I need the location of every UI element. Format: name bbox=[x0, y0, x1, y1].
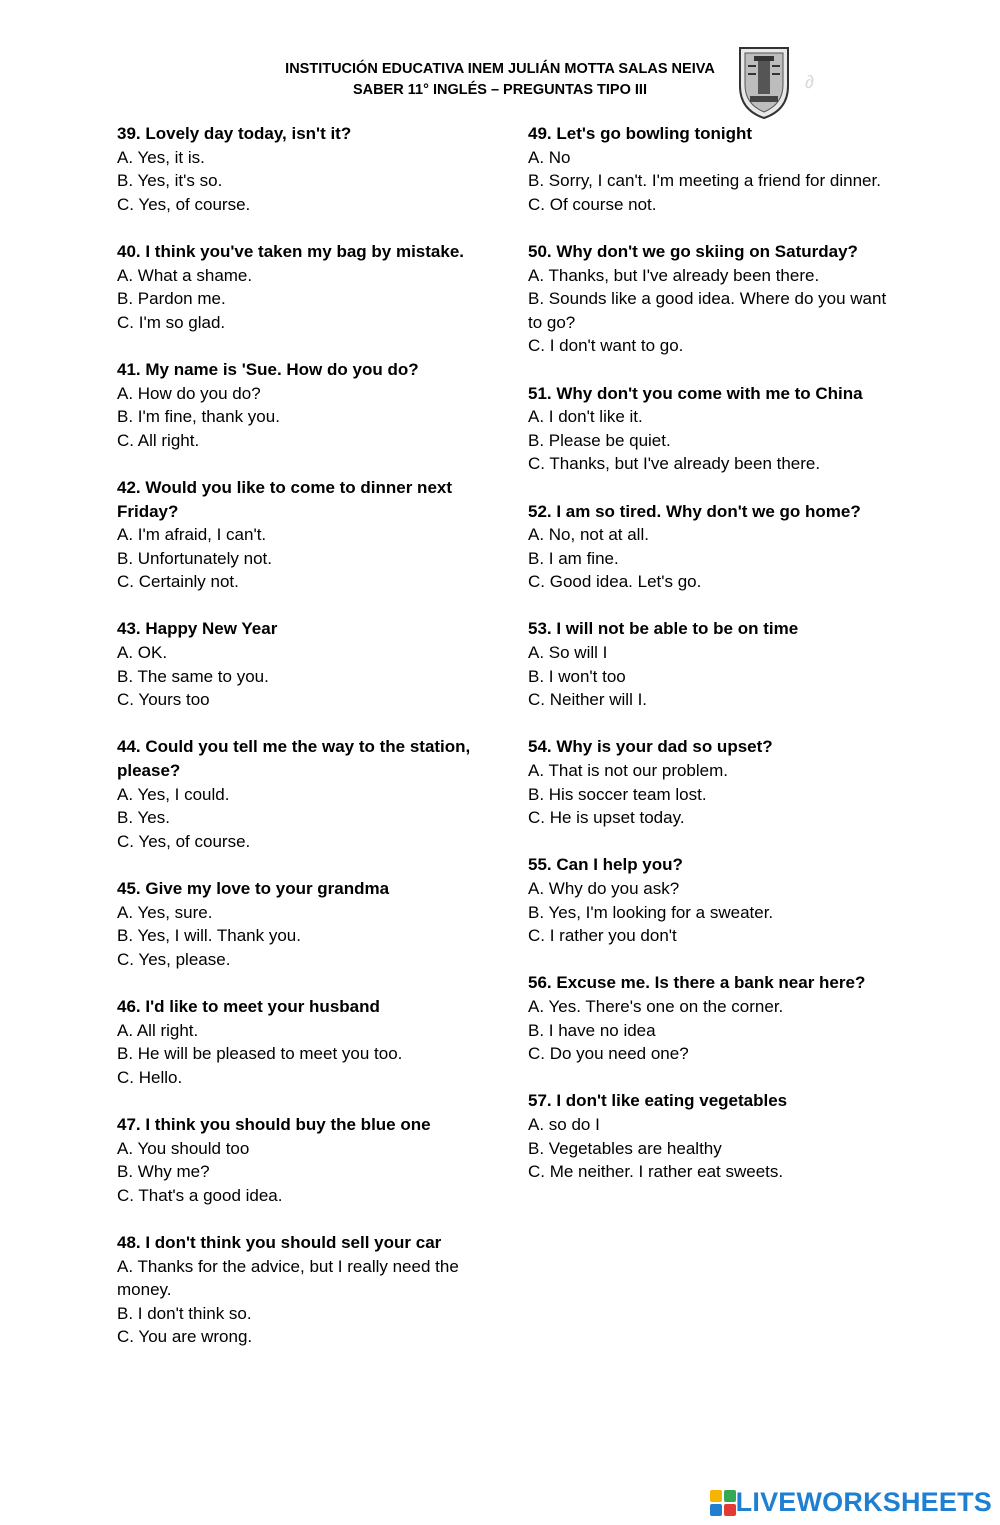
option-a: A. That is not our problem. bbox=[528, 761, 729, 781]
question-title: 56. Excuse me. Is there a bank near here? bbox=[528, 973, 866, 993]
option-b: B. Yes. bbox=[117, 808, 170, 828]
option-b: B. He will be pleased to meet you too. bbox=[117, 1044, 403, 1064]
question-title: 47. I think you should buy the blue one bbox=[117, 1114, 431, 1134]
option-a: A. Thanks for the advice, but I really need the money. bbox=[117, 1256, 459, 1300]
question-40 bbox=[117, 240, 487, 334]
questions-column-left bbox=[117, 122, 487, 1372]
school-crest-icon bbox=[736, 42, 792, 120]
option-b: B. I won't too bbox=[528, 666, 626, 686]
option-b: B. I have no idea bbox=[528, 1020, 656, 1040]
question-title: 41. My name is 'Sue. How do you do? bbox=[117, 359, 419, 379]
option-c: C. I don't want to go. bbox=[528, 336, 684, 356]
option-a: A. All right. bbox=[117, 1020, 199, 1040]
option-c: C. Of course not. bbox=[528, 194, 657, 214]
option-c: C. Certainly not. bbox=[117, 572, 239, 592]
liveworksheets-logo bbox=[710, 1487, 992, 1518]
option-c: C. Hello. bbox=[117, 1067, 183, 1087]
option-c: C. Do you need one? bbox=[528, 1044, 689, 1064]
question-39 bbox=[117, 122, 487, 216]
question-48 bbox=[117, 1231, 487, 1349]
question-41 bbox=[117, 358, 487, 452]
option-b: B. Unfortunately not. bbox=[117, 548, 272, 568]
option-c: C. Yours too bbox=[117, 690, 210, 710]
question-45 bbox=[117, 877, 487, 971]
option-a: A. I'm afraid, I can't. bbox=[117, 525, 267, 545]
option-b: B. The same to you. bbox=[117, 666, 269, 686]
question-title: 43. Happy New Year bbox=[117, 619, 278, 639]
option-a: A. Thanks, but I've already been there. bbox=[528, 265, 820, 285]
option-a: A. So will I bbox=[528, 643, 608, 663]
question-title: 49. Let's go bowling tonight bbox=[528, 124, 753, 143]
question-title: 48. I don't think you should sell your car bbox=[117, 1232, 442, 1252]
question-50 bbox=[528, 240, 900, 358]
question-43 bbox=[117, 617, 487, 711]
option-c: C. Yes, of course. bbox=[117, 831, 251, 851]
option-b: B. Sorry, I can't. I'm meeting a friend for dinner. bbox=[528, 171, 881, 191]
question-title: 52. I am so tired. Why don't we go home? bbox=[528, 501, 861, 521]
option-a: A. What a shame. bbox=[117, 265, 253, 285]
question-title: 55. Can I help you? bbox=[528, 855, 683, 875]
option-c: C. I'm so glad. bbox=[117, 312, 226, 332]
school-name: INSTITUCIÓN EDUCATIVA INEM JULIÁN MOTTA SALAS NEIVA bbox=[285, 61, 715, 77]
option-c: C. Me neither. I rather eat sweets. bbox=[528, 1162, 784, 1182]
question-title: 44. Could you tell me the way to the station, please? bbox=[117, 737, 471, 781]
option-a: A. You should too bbox=[117, 1138, 250, 1158]
question-title: 46. I'd like to meet your husband bbox=[117, 996, 380, 1016]
option-c: C. Yes, please. bbox=[117, 949, 231, 969]
option-c: C. That's a good idea. bbox=[117, 1185, 283, 1205]
option-c: C. All right. bbox=[117, 430, 200, 450]
option-a: A. How do you do? bbox=[117, 383, 261, 403]
option-b: B. Yes, it's so. bbox=[117, 171, 223, 191]
question-53 bbox=[528, 617, 900, 711]
question-47 bbox=[117, 1113, 487, 1207]
question-title: 57. I don't like eating vegetables bbox=[528, 1091, 788, 1111]
faint-mark: ∂ bbox=[805, 72, 814, 92]
question-56 bbox=[528, 971, 900, 1065]
option-a: A. OK. bbox=[117, 643, 168, 663]
option-c: C. Neither will I. bbox=[528, 690, 648, 710]
question-44 bbox=[117, 735, 487, 853]
question-57 bbox=[528, 1089, 900, 1183]
option-c: C. You are wrong. bbox=[117, 1327, 253, 1347]
question-49 bbox=[528, 122, 900, 216]
option-a: A. No, not at all. bbox=[528, 525, 649, 545]
option-c: C. Good idea. Let's go. bbox=[528, 572, 702, 592]
option-a: A. I don't like it. bbox=[528, 407, 643, 427]
question-55 bbox=[528, 853, 900, 947]
question-title: 51. Why don't you come with me to China bbox=[528, 383, 863, 403]
question-title: 45. Give my love to your grandma bbox=[117, 879, 390, 898]
option-c: C. I rather you don't bbox=[528, 926, 677, 946]
question-51 bbox=[528, 382, 900, 476]
question-title: 42. Would you like to come to dinner next Friday? bbox=[117, 477, 453, 521]
option-c: C. He is upset today. bbox=[528, 808, 685, 828]
option-b: B. Vegetables are healthy bbox=[528, 1138, 722, 1158]
option-a: A. No bbox=[528, 147, 571, 167]
option-b: B. I'm fine, thank you. bbox=[117, 407, 280, 427]
option-a: A. Yes, sure. bbox=[117, 902, 213, 922]
option-b: B. I don't think so. bbox=[117, 1303, 252, 1323]
liveworksheets-logo-text: LIVEWORKSHEETS bbox=[735, 1487, 992, 1517]
question-54 bbox=[528, 735, 900, 829]
question-title: 54. Why is your dad so upset? bbox=[528, 737, 773, 757]
option-a: A. Yes. There's one on the corner. bbox=[528, 996, 784, 1016]
option-c: C. Yes, of course. bbox=[117, 194, 251, 214]
question-46 bbox=[117, 995, 487, 1089]
question-42 bbox=[117, 476, 487, 594]
question-title: 40. I think you've taken my bag by mistake. bbox=[117, 241, 465, 261]
option-b: B. Sounds like a good idea. Where do you want to go? bbox=[528, 289, 887, 332]
question-52 bbox=[528, 500, 900, 594]
option-c: C. Thanks, but I've already been there. bbox=[528, 454, 821, 474]
question-title: 39. Lovely day today, isn't it? bbox=[117, 124, 352, 143]
option-a: A. Yes, I could. bbox=[117, 784, 230, 804]
question-title: 53. I will not be able to be on time bbox=[528, 619, 799, 639]
option-b: B. Please be quiet. bbox=[528, 430, 671, 450]
option-b: B. I am fine. bbox=[528, 548, 619, 568]
option-b: B. Pardon me. bbox=[117, 289, 226, 309]
option-a: A. so do I bbox=[528, 1114, 600, 1134]
option-b: B. Yes, I will. Thank you. bbox=[117, 926, 301, 946]
option-b: B. His soccer team lost. bbox=[528, 784, 707, 804]
option-a: A. Yes, it is. bbox=[117, 147, 205, 167]
liveworksheets-logo-icon bbox=[710, 1490, 736, 1516]
exam-title: SABER 11° INGLÉS – PREGUNTAS TIPO III bbox=[353, 82, 647, 98]
option-b: B. Why me? bbox=[117, 1162, 210, 1182]
option-a: A. Why do you ask? bbox=[528, 879, 680, 898]
questions-column-right bbox=[528, 122, 900, 1207]
option-b: B. Yes, I'm looking for a sweater. bbox=[528, 902, 774, 922]
document-header bbox=[240, 59, 760, 101]
question-title: 50. Why don't we go skiing on Saturday? bbox=[528, 241, 858, 261]
